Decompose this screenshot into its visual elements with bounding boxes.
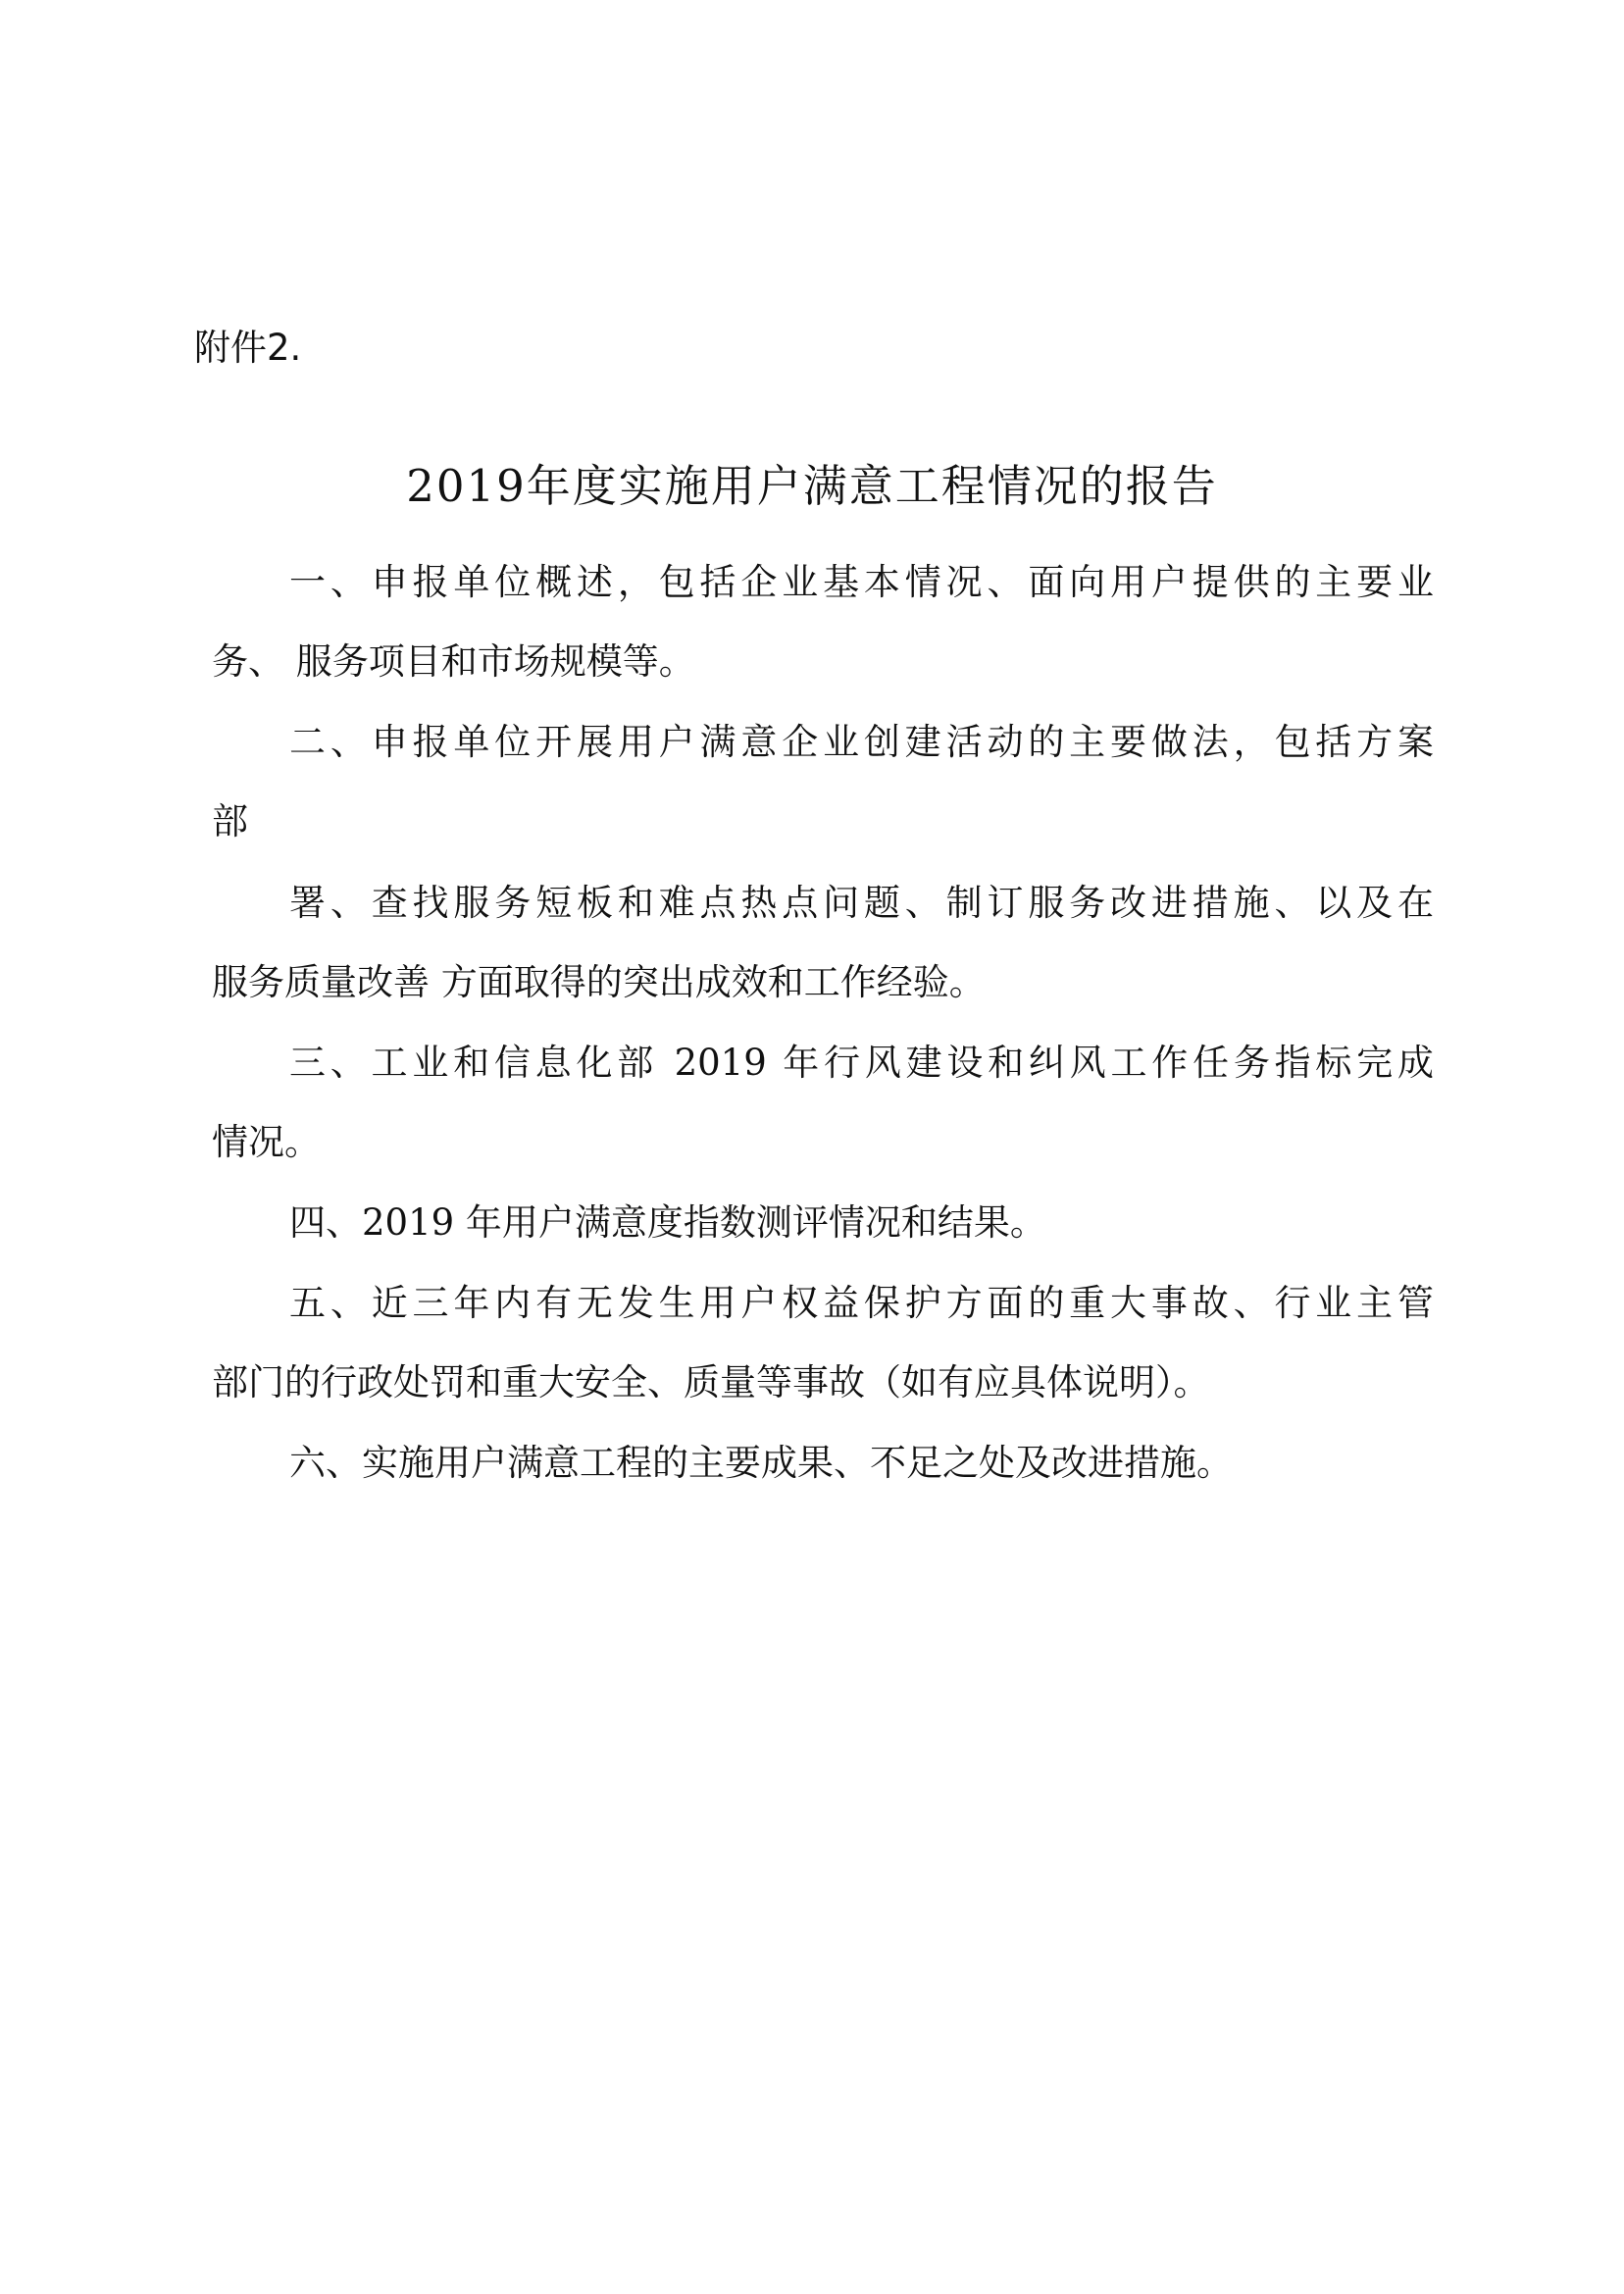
attachment-label: 附件2. xyxy=(194,327,302,369)
paragraph-3-line-1: 署、查找服务短板和难点热点问题、制订服务改进措施、以及在 xyxy=(289,882,1434,924)
paragraph-4-line-1: 三、工业和信息化部 2019 年行风建设和纠风工作任务指标完成 xyxy=(289,1042,1434,1084)
paragraph-1-line-2: 务、 服务项目和市场规模等。 xyxy=(212,640,695,683)
paragraph-6-line-2: 部门的行政处罚和重大安全、质量等事故（如有应具体说明）。 xyxy=(212,1361,1210,1403)
document-title: 2019年度实施用户满意工程情况的报告 xyxy=(406,460,1218,512)
paragraph-5-line-1: 四、2019 年用户满意度指数测评情况和结果。 xyxy=(289,1201,1046,1244)
paragraph-3-line-2: 服务质量改善 方面取得的突出成效和工作经验。 xyxy=(212,961,986,1003)
paragraph-7-line-1: 六、实施用户满意工程的主要成果、不足之处及改进措施。 xyxy=(289,1442,1233,1484)
paragraph-4-line-2: 情况。 xyxy=(212,1121,321,1163)
paragraph-6-line-1: 五、近三年内有无发生用户权益保护方面的重大事故、行业主管 xyxy=(289,1282,1434,1324)
paragraph-2-line-1: 二、申报单位开展用户满意企业创建活动的主要做法，包括方案 xyxy=(289,721,1434,763)
paragraph-1-line-1: 一、申报单位概述，包括企业基本情况、面向用户提供的主要业 xyxy=(289,561,1434,603)
paragraph-2-line-2: 部 xyxy=(212,800,248,842)
